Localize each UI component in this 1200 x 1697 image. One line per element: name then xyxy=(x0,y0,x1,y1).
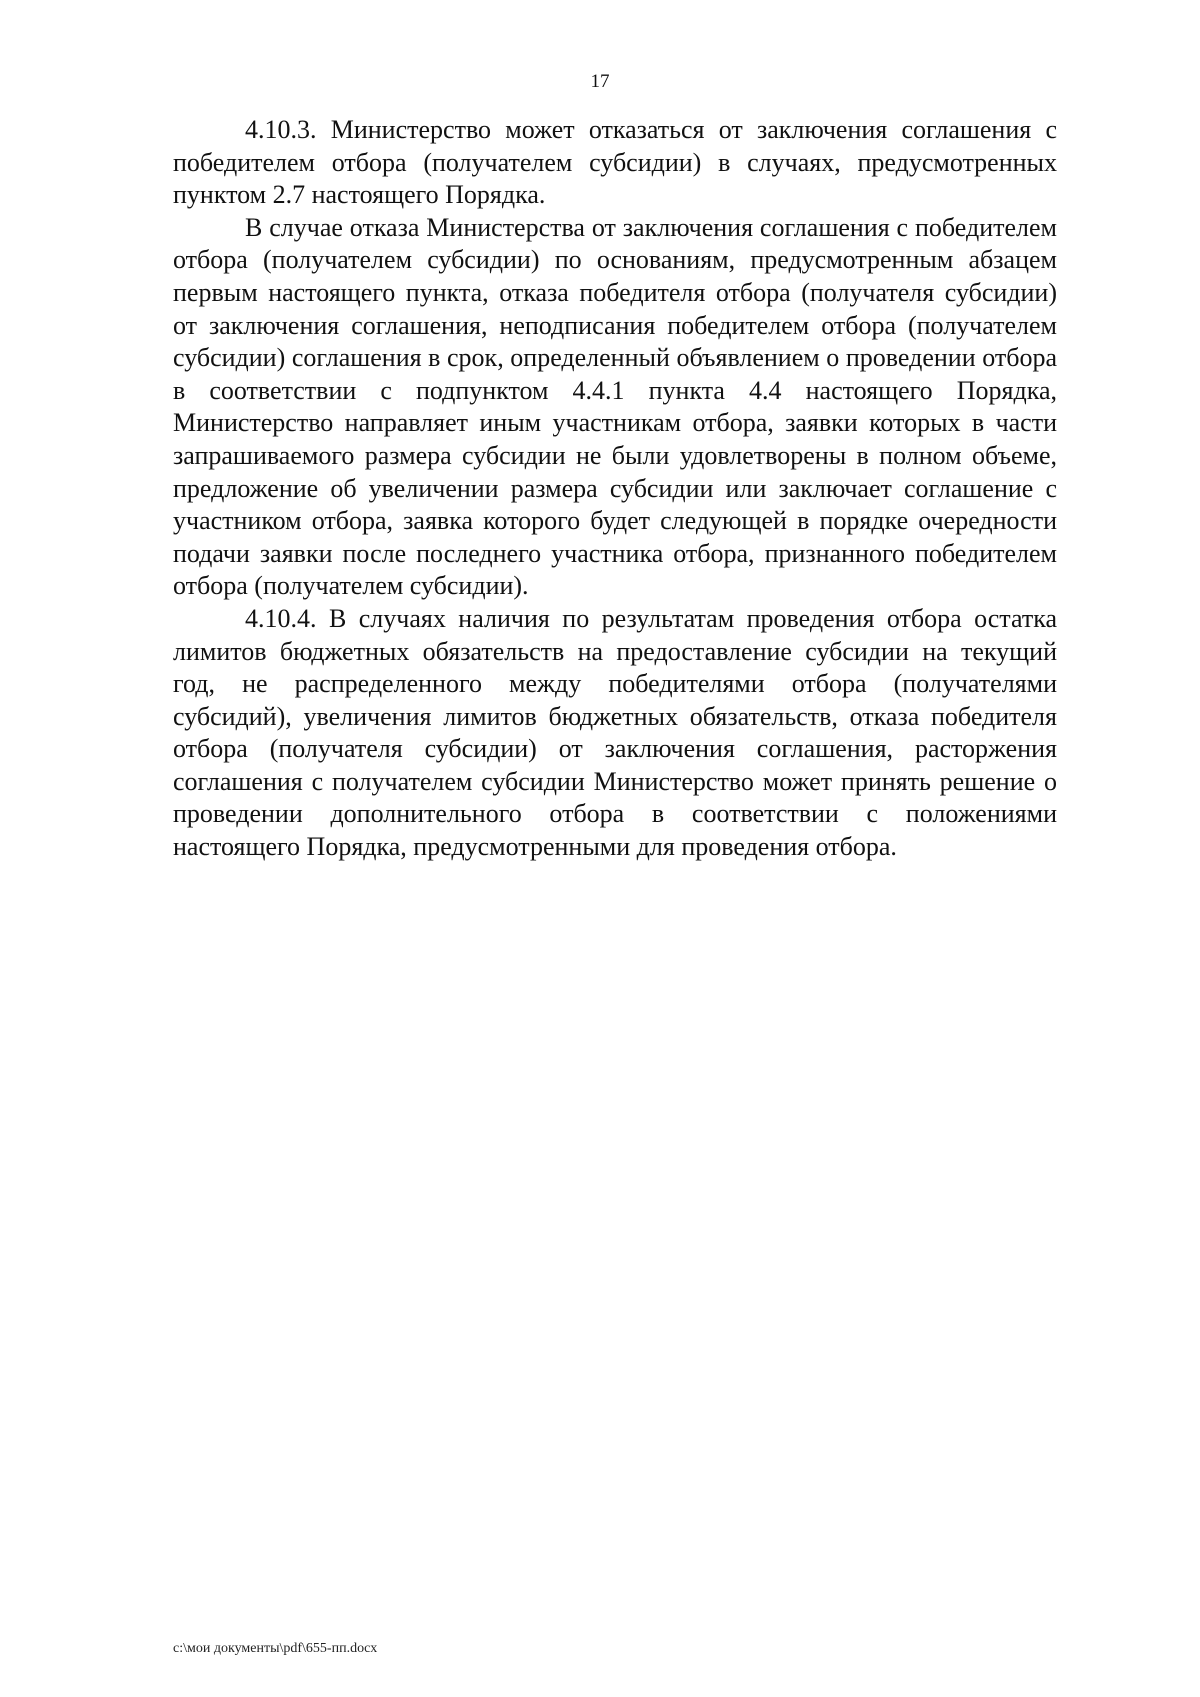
document-body xyxy=(173,114,1057,864)
paragraph-4-10-4: 4.10.4. В случаях наличия по результатам проведения отбора остатка лимитов бюджетных обязательств на предоставление субсидии на текущий год, не распределенного между победителями отбора (получателями субсидий), увеличения лимитов бюджетных обязательств, отказа победителя отбора (получателя субсидии) от заключения соглашения, расторжения соглашения с получателем субсидии Министерство может принять решение о проведении дополнительного отбора в соответствии с положениями настоящего Порядка, предусмотренными для проведения отбора. xyxy=(173,603,1057,862)
paragraph-refusal-case: В случае отказа Министерства от заключения соглашения с победителем отбора (получателем субсидии) по основаниям, предусмотренным абзацем первым настоящего пункта, отказа победителя отбора (получателя субсидии) от заключения соглашения, неподписания победителем отбора (получателем субсидии) соглашения в срок, определенный объявлением о проведении отбора в соответствии с подпунктом 4.4.1 пункта 4.4 настоящего Порядка, Министерство направляет иным участникам отбора, заявки которых в части запрашиваемого размера субсидии не были удовлетворены в полном объеме, предложение об увеличении размера субсидии или заключает соглашение с участником отбора, заявка которого будет следующей в порядке очередности подачи заявки после последнего участника отбора, признанного победителем отбора (получателем субсидии). xyxy=(173,212,1057,601)
paragraph-4-10-3: 4.10.3. Министерство может отказаться от заключения соглашения с победителем отбора (получателем субсидии) в случаях, предусмотренных пунктом 2.7 настоящего Порядка. xyxy=(173,115,1057,210)
page-number: 17 xyxy=(590,71,610,92)
footer-file-path: c:\мои документы\pdf\655-пп.docx xyxy=(173,1641,378,1656)
